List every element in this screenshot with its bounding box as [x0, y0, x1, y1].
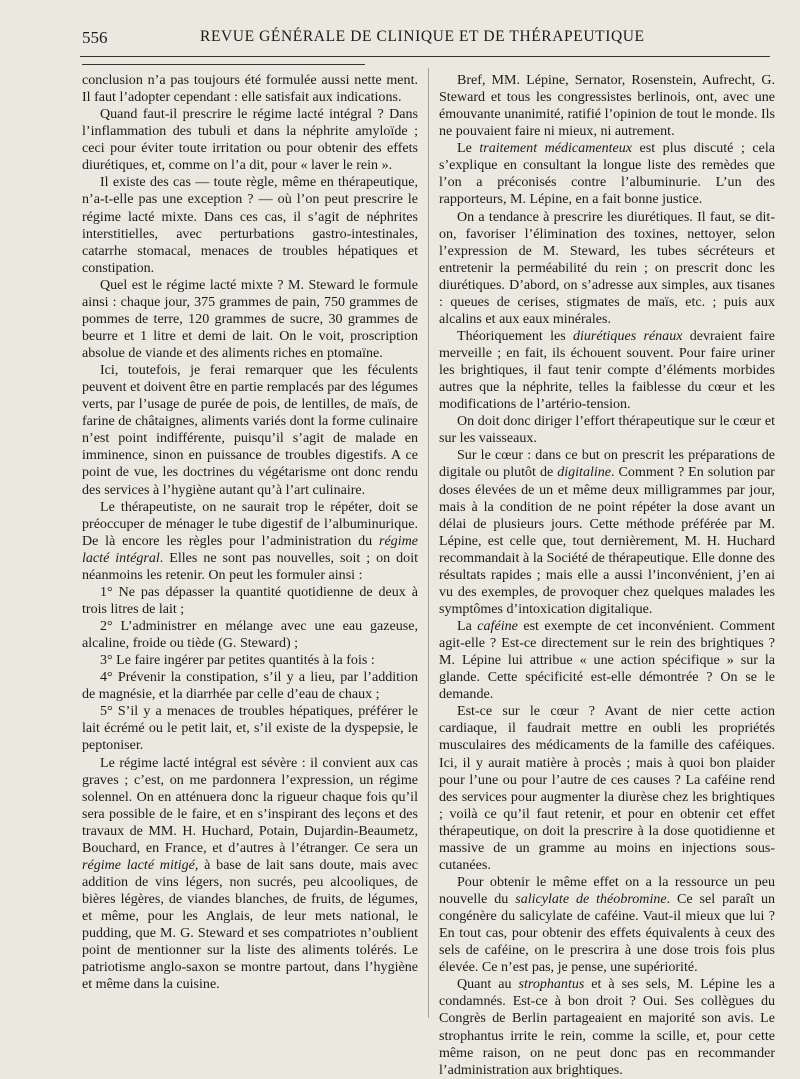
paragraph: Il existe des cas — toute règle, même en thérapeutique, n’a-t-elle pas une exception ? — où l’on peut prescrire le régime lacté mixte. Dans ces cas, il s’agit de néphrites interstitielles, avec perturbations gastro-intestinales, catarrhe stomacal, menaces de troubles hépatiques et constipation. — [82, 174, 418, 276]
page-number: 556 — [82, 28, 108, 47]
section-rule — [82, 64, 365, 65]
paragraph: Quel est le régime lacté mixte ? M. Steward le formule ainsi : chaque jour, 375 grammes de pain, 750 grammes de pommes de terre, 120 grammes de sucre, 30 grammes de beurre et 1 litre et demi de lait. On le voit, proscription absolue de viande et des aliments riches en ptomaïne. — [82, 276, 418, 361]
running-title: REVUE GÉNÉRALE DE CLINIQUE ET DE THÉRAPEUTIQUE — [200, 28, 645, 45]
paragraph: Théoriquement les diurétiques rénaux devraient faire merveille ; en fait, ils échouent souvent. Pour faire uriner les brightiques, il faut tenir compte d’éléments morbides autres que la néphrite, telles la faiblesse du cœur et les modifications de l’artério-tension. — [439, 327, 775, 413]
paragraph: Quant au strophantus et à ses sels, M. Lépine les a condamnés. Est-ce à bon droit ? Oui. Ses collègues du Congrès de Berlin partageaient en majorité son avis. Le strophantus irrite le rein, comme la scille, et, pour cette même raison, on ne peut donc pas en recommander l’administration aux brightiques. — [439, 976, 775, 1078]
right-column — [439, 72, 775, 1079]
paragraph: Le traitement médicamenteux est plus discuté ; cela s’explique en consultant la longue liste des remèdes que l’on a préconisés contre l’albuminurie. L’un des rapporteurs, M. Lépine, en a fait bonne justice. — [439, 140, 775, 208]
paragraph: Sur le cœur : dans ce but on prescrit les préparations de digitale ou plutôt de digitaline. Comment ? En solution par doses élevées de un et même deux milligrammes par jour, mais à la condition de ne point répéter la dose avant un délai de plusieurs jours. Cette méthode préférée par M. Lépine, est celle que, tout dernièrement, M. H. Huchard recommandait à la Société de thérapeutique. Elle donne des résultats rapides ; mais elle a aussi l’inconvénient, j’en ai vu des exemples, de provoquer chez quelques malades les symptômes d’intoxication digitalique. — [439, 447, 775, 617]
paragraph: On doit donc diriger l’effort thérapeutique sur le cœur et sur les vaisseaux. — [439, 413, 775, 447]
paragraph: Le régime lacté intégral est sévère : il convient aux cas graves ; c’est, on me pardonnera l’expression, un régime solennel. On en atténuera donc la rigueur chaque fois qu’il sera possible de le faire, et en s’inspirant des leçons et des travaux de MM. H. Huchard, Potain, Dujardin-Beaumetz, Bouchard, en France, et d’autres à l’étranger. Ce sera un régime lacté mitigé, à base de lait sans doute, mais avec addition de vins légers, non sucrés, peu alcooliques, de bières légères, de viandes blanches, de fruits, de légumes, et même, pour les Anglais, de leur mets national, le pudding, que M. G. Steward et ses compatriotes n’oublient point de mentionner sur la liste des aliments tolérés. Le patriotisme anglo-saxon se montre partout, dans l’hygiène et même dans la cuisine. — [82, 754, 418, 993]
paragraph: Bref, MM. Lépine, Sernator, Rosenstein, Aufrecht, G. Steward et tous les congressistes berlinois, ont, avec une émouvante unanimité, ratifié l’opinion de tout le monde. Ils ne pouvaient faire ni mieux, ni autrement. — [439, 72, 775, 140]
paragraph: Pour obtenir le même effet on a la ressource un peu nouvelle du salicylate de théobromine. Ce sel paraît un congénère du salicylate de caféine. Vaut-il mieux que lui ? En tout cas, pour obtenir des effets équivalents à ceux des sels de caféine, on le prescrira à une dose trois fois plus élevée. Ce n’est pas, je pense, une supériorité. — [439, 873, 775, 976]
paragraph: conclusion n’a pas toujours été formulée aussi nette ment. Il faut l’adopter cependant : elle satisfait aux indications. — [82, 72, 418, 106]
header-rule — [80, 56, 770, 57]
rule-item: 5° S’il y a menaces de troubles hépatiques, préférer le lait écrémé ou le petit lait, et, s’il existe de la dyspepsie, le peptoniser. — [82, 703, 418, 754]
paragraph: La caféine est exempte de cet inconvénient. Comment agit-elle ? Est-ce directement sur le rein des brightiques ? M. Lépine lui attribue « une action spécifique » sur la glande. Cette spécificité est-elle démontrée ? On se le demande. — [439, 618, 775, 703]
column-separator — [428, 68, 429, 1018]
rule-item: 1° Ne pas dépasser la quantité quotidienne de deux à trois litres de lait ; — [82, 583, 418, 617]
paragraph: Est-ce sur le cœur ? Avant de nier cette action cardiaque, il faudrait mettre en oubli les propriétés musculaires des médicaments de la famille des caféiques. Ici, il y aurait matière à procès ; mais à quoi bon plaider pour l’une ou pour l’autre de ces causes ? La caféine rend des services pour augmenter la diurèse chez les brightiques ; voilà ce qu’il faut retenir, et pour en obtenir cet effet thérapeutique, on doit la prescrire à la dose quotidienne et massive de un gramme au moins en injections sous-cutanées. — [439, 703, 775, 873]
left-column — [82, 72, 418, 993]
rule-item: 2° L’administrer en mélange avec une eau gazeuse, alcaline, froide ou tiède (G. Steward) ; — [82, 618, 418, 652]
paragraph: On a tendance à prescrire les diurétiques. Il faut, se dit-on, favoriser l’élimination des toxines, nettoyer, selon l’expression de M. Steward, les tubes sécréteurs et entretenir la perméabilité du rein ; on prescrit donc les diurétiques. D’abord, on s’adresse aux simples, aux tisanes : queues de cerises, stigmates de maïs, etc. ; puis aux alcalins et aux eaux minérales. — [439, 208, 775, 327]
paragraph: Ici, toutefois, je ferai remarquer que les féculents peuvent et doivent être en partie remplacés par des légumes verts, par l’usage de purée de pois, de lentilles, de maïs, de farine de châtaignes, aliments variés dont la forme culinaire n’est point indifférente, puisqu’il s’agit de malade en imminence, sinon en puissance de troubles digestifs. A ce point de vue, les doctrines du végétarisme ont donc rendu des services à l’hygiène autant qu’à l’art culinaire. — [82, 362, 418, 498]
rule-item: 4° Prévenir la constipation, s’il y a lieu, par l’addition de magnésie, et la diarrhée par celle d’eau de chaux ; — [82, 669, 418, 703]
running-header — [0, 28, 800, 52]
rule-item: 3° Le faire ingérer par petites quantités à la fois : — [100, 652, 375, 669]
paragraph: Le thérapeutiste, on ne saurait trop le répéter, doit se préoccuper de ménager le tube digestif de l’albuminurique. De là encore les règles pour l’administration du régime lacté intégral. Elles ne sont pas nouvelles, soit ; on doit néanmoins les retenir. On peut les formuler ainsi : — [82, 498, 419, 583]
paragraph: Quand faut-il prescrire le régime lacté intégral ? Dans l’inflammation des tubuli et dans la néphrite amyloïde ; ceci pour éviter toute irritation ou pour obtenir des effets diurétiques, et, comme on l’a dit, pour « laver le rein ». — [82, 106, 418, 174]
